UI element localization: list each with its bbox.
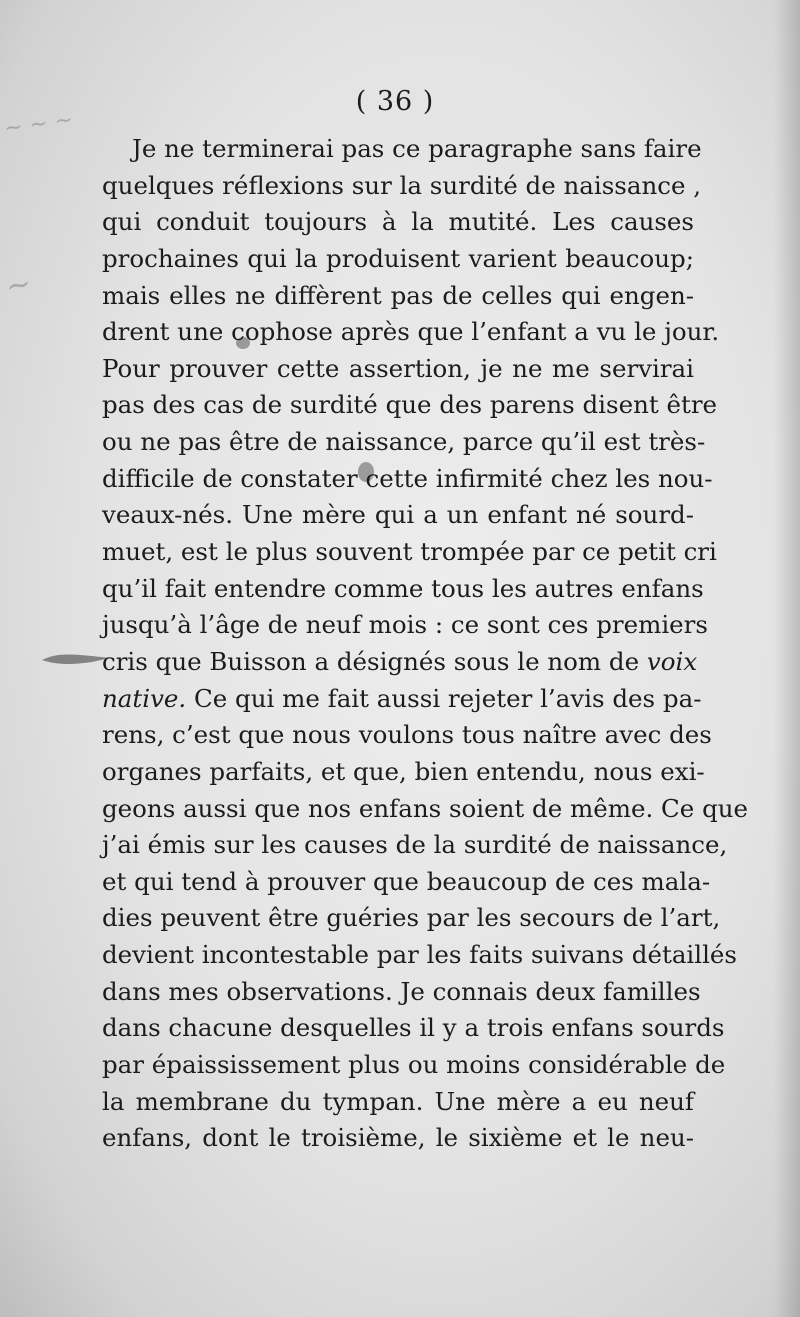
text-line: muet, est le plus souvent trompée par ce petit cri: [102, 537, 717, 567]
italic-term: native.: [102, 683, 187, 713]
text-segment: Ce qui me fait aussi rejeter l’avis des pa-: [194, 683, 702, 713]
text-line: dans chacune desquelles il y a trois enfans sourds: [102, 1013, 725, 1043]
text-line: ou ne pas être de naissance, parce qu’il est très-: [102, 427, 706, 457]
text-line: j’ai émis sur les causes de la surdité de naissance,: [102, 830, 728, 860]
text-line: quelques réflexions sur la surdité de naissance ,: [102, 170, 702, 200]
text-line: organes parfaits, et que, bien entendu, nous exi-: [102, 756, 705, 786]
text-line: dies peuvent être guéries par les secours de l’art,: [102, 903, 721, 933]
body-text: [102, 131, 749, 1157]
margin-handwriting: ~ ~ ~: [2, 107, 75, 142]
text-line: geons aussi que nos enfans soient de même. Ce que: [102, 793, 749, 823]
text-line: qu’il fait entendre comme tous les autres enfans: [102, 573, 704, 603]
text-line: [102, 681, 702, 718]
text-line: enfans, dont le troisième, le sixième et le neu-: [102, 1123, 694, 1153]
text-line: jusqu’à l’âge de neuf mois : ce sont ces premiers: [102, 610, 708, 640]
text-line: Je ne terminerai pas ce paragraphe sans faire: [132, 134, 702, 163]
text-line: qui conduit toujours à la mutité. Les causes: [102, 207, 694, 237]
text-line: la membrane du tympan. Une mère a eu neuf: [102, 1086, 694, 1116]
text-line: Pour prouver cette assertion, je ne me servirai: [102, 353, 694, 383]
text-line: mais elles ne diffèrent pas de celles qui engen-: [102, 280, 694, 310]
text-line: dans mes observations. Je connais deux familles: [102, 976, 701, 1006]
text-line: drent une cophose après que l’enfant a vu le jour.: [102, 317, 720, 347]
text-line: devient incontestable par les faits suivans détaillés: [102, 940, 738, 970]
text-line: et qui tend à prouver que beaucoup de ces mala-: [102, 866, 711, 896]
text-line: prochaines qui la produisent varient beaucoup;: [102, 243, 694, 273]
margin-handwriting: ~: [2, 265, 35, 306]
text-line: difficile de constater cette infirmité chez les nou-: [102, 463, 713, 493]
page-number: ( 36 ): [355, 86, 435, 117]
text-line: veaux-nés. Une mère qui a un enfant né sourd-: [102, 500, 694, 530]
text-line: rens, c’est que nous voulons tous naître avec des: [102, 720, 712, 750]
text-segment: cris que Buisson a désignés sous le nom de: [102, 646, 640, 676]
text-line: [102, 644, 698, 681]
text-line: pas des cas de surdité que des parens disent être: [102, 390, 718, 420]
italic-term: voix: [646, 646, 698, 676]
text-line: par épaississement plus ou moins considérable de: [102, 1050, 726, 1080]
